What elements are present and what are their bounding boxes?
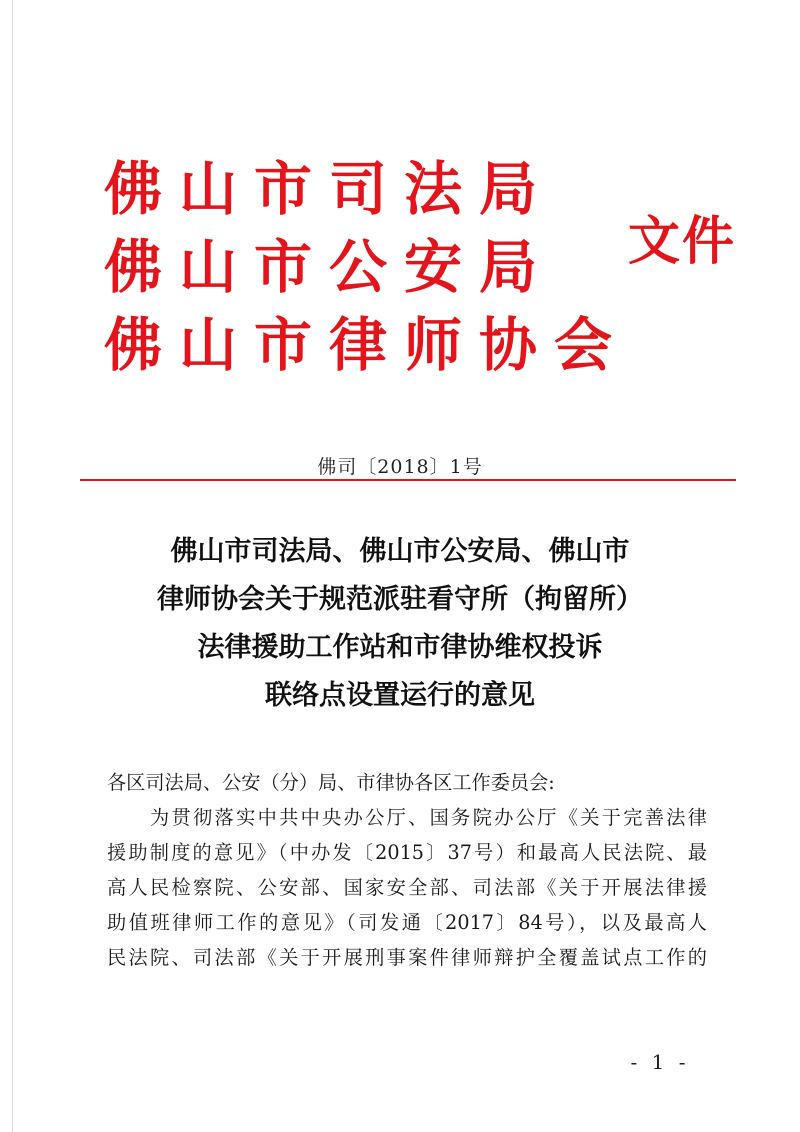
salutation: 各区司法局、公安（分）局、市律协各区工作委员会: <box>107 771 555 794</box>
issuer-line-justice-bureau: 佛山市司法局 <box>104 155 555 223</box>
body-line: 民法院、司法部《关于开展刑事案件律师辩护全覆盖试点工作的 <box>107 946 707 969</box>
body-line: 为贯彻落实中共中央办公厅、国务院办公厅《关于完善法律 <box>107 806 707 829</box>
issuer-line-public-security-bureau: 佛山市公安局 <box>104 233 555 301</box>
document-body <box>107 765 707 975</box>
title-line: 佛山市司法局、佛山市公安局、佛山市 <box>170 536 630 567</box>
title-line: 联络点设置运行的意见 <box>265 680 535 711</box>
issuer-header <box>104 150 629 384</box>
body-line: 高人民检察院、公安部、国家安全部、司法部《关于开展法律援 <box>107 876 707 899</box>
title-line: 法律援助工作站和市律协维权投诉 <box>197 632 603 663</box>
page-number: - 1 - <box>630 1050 690 1074</box>
red-divider-line <box>80 479 736 481</box>
title-line: 律师协会关于规范派驻看守所（拘留所） <box>157 584 643 615</box>
issuer-line-lawyers-association: 佛山市律师协会 <box>104 311 630 379</box>
document-suffix: 文件 <box>628 211 737 272</box>
body-line: 助值班律师工作的意见》（司发通〔2017〕84号），以及最高人 <box>107 911 707 934</box>
body-line: 援助制度的意见》（中办发〔2015〕37号）和最高人民法院、最 <box>107 841 707 864</box>
document-number: 佛司〔2018〕1号 <box>317 456 483 478</box>
document-title <box>0 528 800 720</box>
